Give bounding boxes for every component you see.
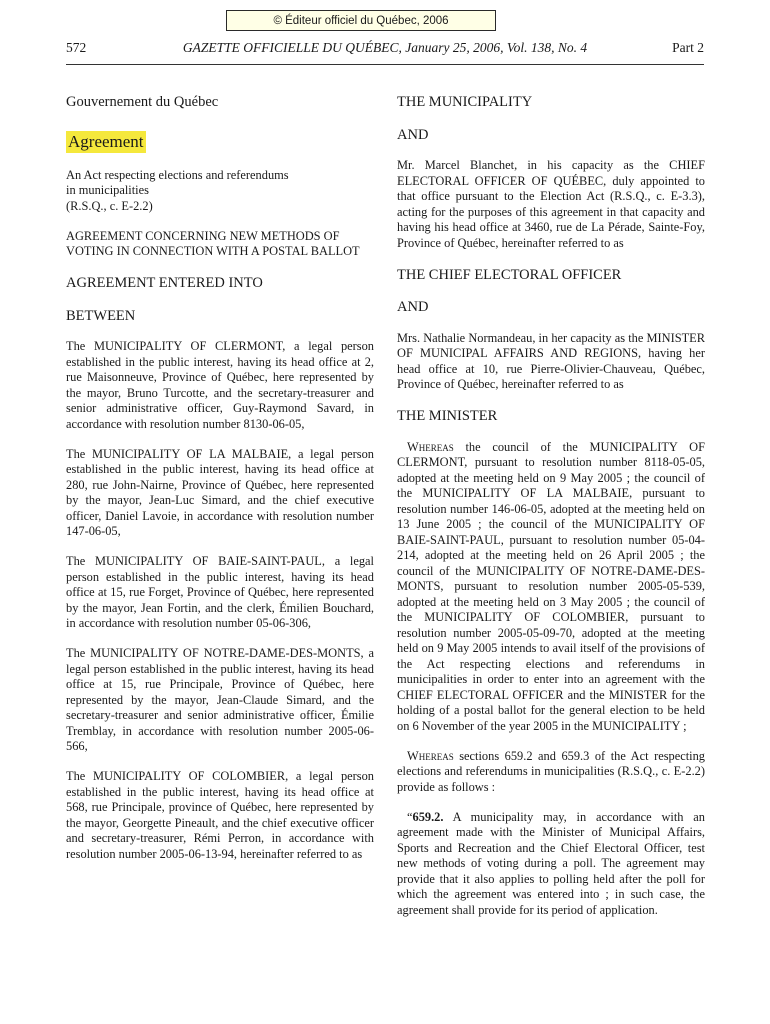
party-minister: Mrs. Nathalie Normandeau, in her capacity as the MINISTER OF MUNICIPAL AFFAIRS AND REGIONS, having her head office at 10, rue Pierre-Olivier-Chauveau, Québec, Province of Québec, hereinafter referred to as [397, 330, 705, 391]
right-column [397, 93, 705, 933]
section-text: A municipality may, in accordance with an agreement made with the Minister of Municipal Affairs, Sports and Recreation and the Chief Electoral Officer, test new methods of voting during a poll. The agreement may provide that it also applies to polling held after the poll for which the agreement was entered into ; in such case, the agreement shall provide for its period of application. [397, 809, 705, 917]
the-minister-label: THE MINISTER [397, 408, 498, 424]
whereas-word: Whereas [407, 439, 454, 454]
open-quote: “ [407, 809, 413, 824]
whereas-text: sections 659.2 and 659.3 of the Act respecting elections and referendums in municipalities (R.S.Q., c. E-2.2) provide as follows : [397, 748, 705, 794]
the-municipality-label: THE MUNICIPALITY [397, 94, 533, 110]
party-colombier: The MUNICIPALITY OF COLOMBIER, a legal person established in the public interest, having its head office at 568, rue Principale, province of Québec, here represented by the mayor, Georgette Pineault, and the chief executive officer and secretary-treasurer, Rémi Perron, in accordance with resolution number 2005-06-13-94, hereinafter referred to as [66, 769, 374, 861]
running-title: GAZETTE OFFICIELLE DU QUÉBEC, January 25, 2006, Vol. 138, No. 4 [182, 40, 588, 55]
party-la-malbaie: The MUNICIPALITY OF LA MALBAIE, a legal person established in the public interest, having its head office at 280, rue John-Nairne, Province of Québec, here represented by the mayor, Jean-Luc Simard, and the chief executive officer, Daniel Lavoie, in accordance with resolution number 147-06-05, [66, 446, 374, 538]
party-clermont: The MUNICIPALITY OF CLERMONT, a legal person established in the public interest, having its head office at 2, rue Maisonneuve, Province of Québec, here represented by the mayor, Bruno Turcotte, and the secretary-treasurer and senior administrative officer, Guy-Raymond Savard, in accordance with resolution number 8130-06-05, [66, 339, 374, 431]
part-label: Part 2 [672, 40, 704, 55]
header-rule [66, 64, 704, 65]
whereas-word: Whereas [407, 748, 454, 763]
agreement-subject: AGREEMENT CONCERNING NEW METHODS OF VOTING IN CONNECTION WITH A POSTAL BALLOT [66, 228, 360, 258]
whereas-text: the council of the MUNICIPALITY OF CLERMONT, pursuant to resolution number 8118-05-05, adopted at the meeting held on 9 May 2005 ; the council of the MUNICIPALITY OF LA MALBAIE, pursuant to resolution number 146-06-05, adopted at the meeting held on 13 June 2005 ; the council of the MUNICIPALITY OF BAIE-SAINT-PAUL, pursuant to resolution number 05-04-214, adopted at the meeting held on 26 April 2005 ; the council of the MUNICIPALITY OF NOTRE-DAME-DES-MONTS, pursuant to resolution number 2005-05-539, adopted at the meeting held on 3 May 2005 ; the council of the MUNICIPALITY OF COLOMBIER, pursuant to resolution number 2005-05-09-70, adopted at the meeting held on 9 May 2005 intends to avail itself of the provisions of the Act respecting elections and referendums in municipalities in order to enter into an agreement with the CHIEF ELECTORAL OFFICER and the MINISTER for the holding of a postal ballot for the general election to be held on 6 November of the year 2005 in the MUNICIPALITY ; [397, 439, 705, 733]
party-chief-electoral-officer: Mr. Marcel Blanchet, in his capacity as the CHIEF ELECTORAL OFFICER OF QUÉBEC, duly appointed to that office pursuant to the Election Act (R.S.Q., c. E-3.3), acting for the purposes of this agreement in that capacity and having his head office at 3460, rue de La Pérade, Sainte-Foy, Province of Québec, hereinafter referred to as [397, 158, 705, 250]
government-label: Gouvernement du Québec [66, 94, 219, 110]
party-notre-dame-des-monts: The MUNICIPALITY OF NOTRE-DAME-DES-MONTS, a legal person established in the public interest, having its head office at 15, rue Principale, Province of Québec, here represented by the mayor, Jean-Claude Simard, and the secretary-treasurer and senior administrative officer, Émilie Tremblay, in accordance with resolution number 2005-06-566, [66, 646, 374, 753]
party-baie-saint-paul: The MUNICIPALITY OF BAIE-SAINT-PAUL, a legal person established in the public interest, having its head office at 15, rue Forget, Province of Québec, here represented by the mayor, Jean Fortin, and the clerk, Émilien Bouchard, in accordance with resolution number 05-06-306, [66, 554, 374, 630]
copyright-banner: © Éditeur officiel du Québec, 2006 [226, 10, 496, 31]
page-number: 572 [66, 40, 87, 55]
chief-officer-label: THE CHIEF ELECTORAL OFFICER [397, 266, 622, 283]
act-line: in municipalities [66, 183, 149, 197]
whereas-clause-2 [397, 749, 705, 796]
and-label: AND [397, 126, 429, 143]
act-line: An Act respecting elections and referendums [66, 167, 289, 182]
page-header [66, 40, 704, 58]
act-line: (R.S.Q., c. E-2.2) [66, 198, 153, 213]
whereas-clause-1 [397, 440, 705, 735]
quoted-section-659-2 [397, 810, 705, 919]
act-reference [66, 168, 374, 215]
left-column [66, 93, 374, 877]
agreement-title: Agreement [68, 131, 144, 151]
between-label: BETWEEN [66, 307, 136, 324]
agreement-entered: AGREEMENT ENTERED INTO [66, 275, 263, 291]
section-number: 659.2. [412, 809, 444, 824]
and-label: AND [397, 299, 429, 315]
